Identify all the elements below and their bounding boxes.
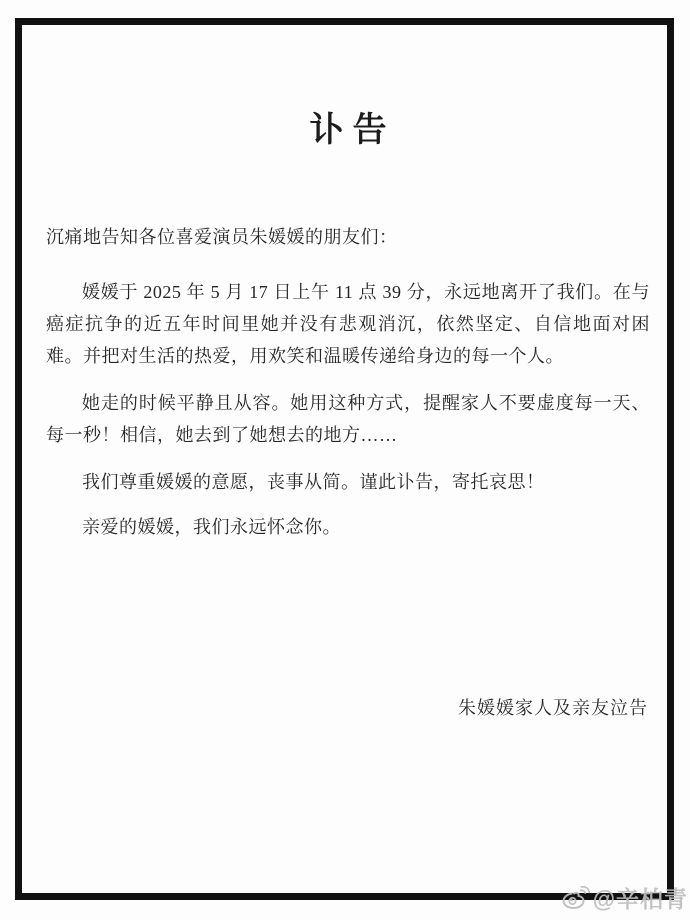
paragraph-simple-funeral: 我们尊重媛媛的意愿，丧事从简。谨此讣告，寄托哀思！ <box>82 472 545 492</box>
weibo-logo-icon <box>562 886 590 910</box>
signature-line: 朱媛媛家人及亲友泣告 <box>458 698 648 718</box>
watermark-text: @辛柏青 <box>592 886 688 912</box>
paragraph-death-announcement: 媛媛于 2025 年 5 月 17 日上午 11 点 39 分，永远地离开了我们。在与癌症抗争的近五年时间里她并没有悲观消沉，依然坚定、自信地面对困难。并把对生活的热爱，用欢笑和温暖传递给身边的每一个人。 <box>46 282 650 366</box>
paragraph-farewell: 亲爱的媛媛，我们永远怀念你。 <box>82 517 341 537</box>
salutation-line: 沉痛地告知各位喜爱演员朱媛媛的朋友们： <box>46 227 398 247</box>
document-content <box>22 25 667 893</box>
document-border-frame <box>15 18 674 900</box>
paragraph-peaceful-passing: 她走的时候平静且从容。她用这种方式，提醒家人不要虚度每一天、每一秒！相信，她去到了她想去的地方…… <box>46 393 650 445</box>
document-title: 讣告 <box>309 111 396 149</box>
weibo-watermark <box>562 881 688 914</box>
